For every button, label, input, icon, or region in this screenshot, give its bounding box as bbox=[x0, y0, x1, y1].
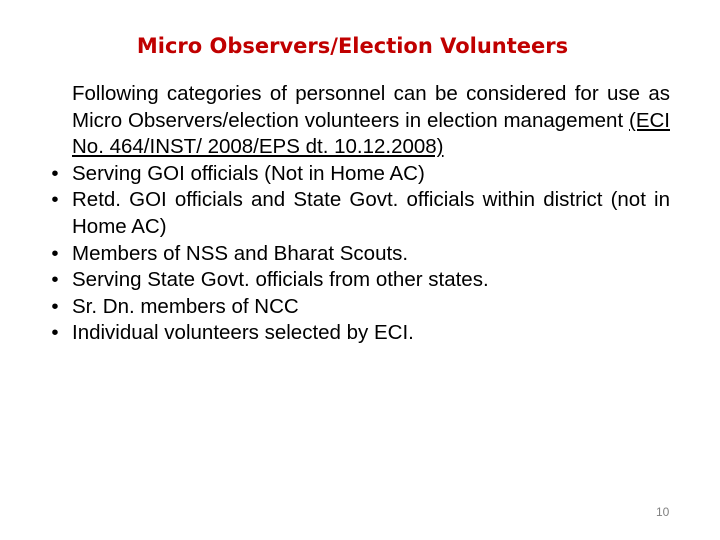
bullet-text: Sr. Dn. members of NCC bbox=[72, 294, 299, 318]
list-item bbox=[48, 187, 670, 240]
list-item bbox=[48, 161, 670, 188]
bullet-icon: • bbox=[51, 321, 59, 345]
bullet-icon: • bbox=[51, 268, 59, 292]
bullet-text: Serving GOI officials (Not in Home AC) bbox=[72, 161, 425, 185]
bullet-text: Retd. GOI officials and State Govt. officials within district (not in Home AC) bbox=[72, 188, 670, 238]
bullet-icon: • bbox=[51, 241, 59, 265]
list-item bbox=[48, 267, 670, 294]
slide-content bbox=[48, 81, 670, 347]
slide-title: Micro Observers/Election Volunteers bbox=[136, 34, 569, 58]
bullet-icon: • bbox=[51, 161, 59, 185]
list-item bbox=[48, 241, 670, 268]
bullet-text: Members of NSS and Bharat Scouts. bbox=[72, 241, 409, 265]
bullet-text: Serving State Govt. officials from other states. bbox=[72, 268, 489, 292]
bullet-icon: • bbox=[51, 294, 59, 318]
list-item bbox=[48, 294, 670, 321]
bullet-icon: • bbox=[51, 188, 59, 212]
intro-text: Following categories of personnel can be considered for use as Micro Observers/election volunteers in election management bbox=[72, 82, 670, 132]
bullet-list bbox=[48, 161, 670, 347]
bullet-text: Individual volunteers selected by ECI. bbox=[72, 321, 414, 345]
page-number: 10 bbox=[656, 505, 670, 519]
intro-paragraph bbox=[48, 81, 670, 161]
circular-reference: (ECI No. 464/INST/ 2008/EPS dt. 10.12.2008) bbox=[72, 108, 670, 159]
list-item bbox=[48, 320, 670, 347]
